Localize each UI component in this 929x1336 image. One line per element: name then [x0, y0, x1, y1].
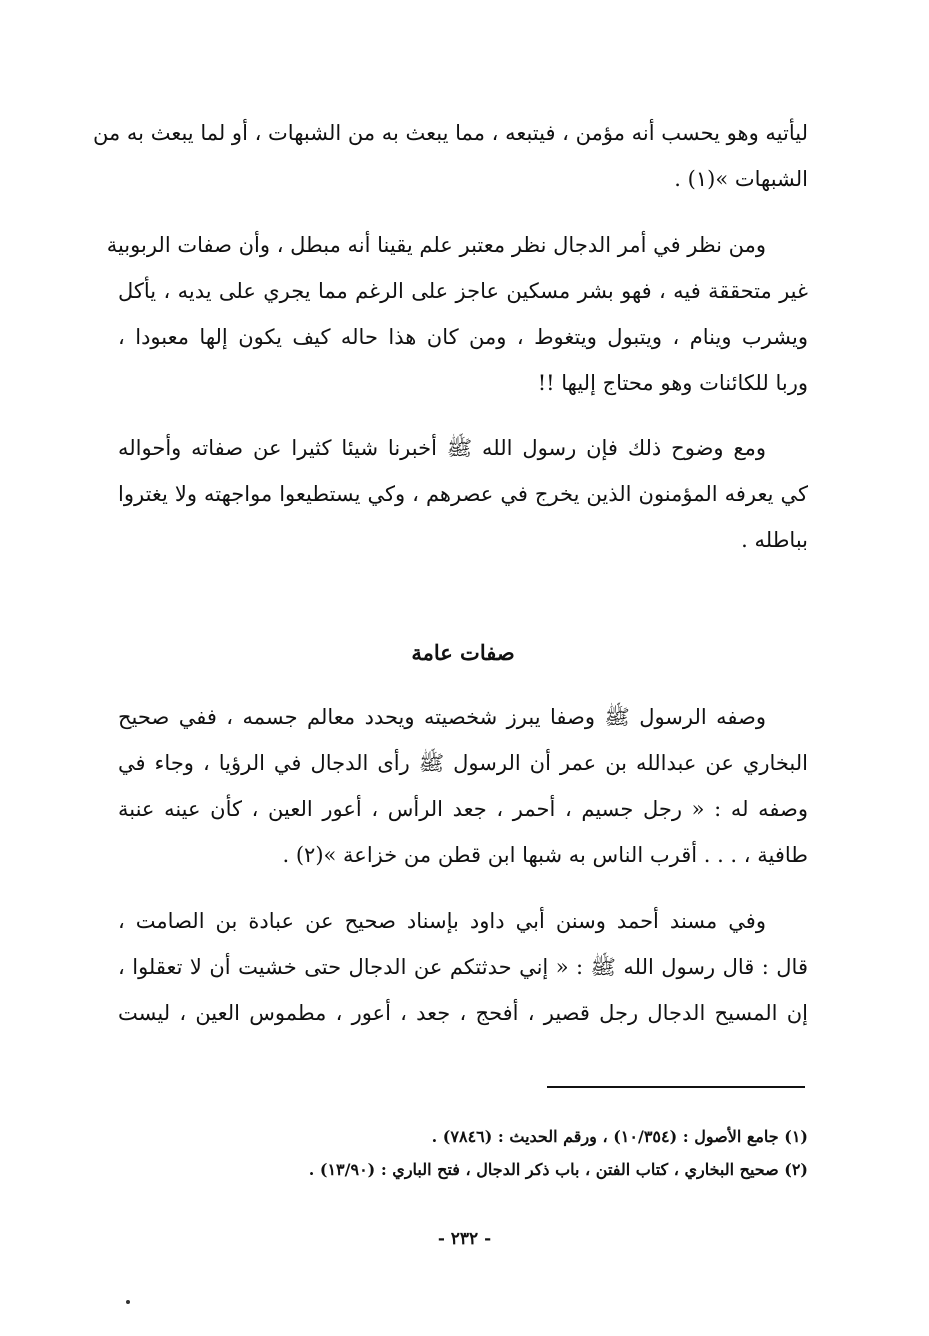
page-number: - ٢٣٢ -: [437, 1229, 492, 1249]
text-line: غير متحققة فيه ، فهو بشر مسكين عاجز على الرغم مما يجري على يديه ، يأكل: [118, 279, 808, 303]
text-line: الشبهات »(١) .: [674, 167, 808, 191]
text-line: وصفه الرسول ﷺ وصفا يبرز شخصيته ويحدد معالم جسمه ، ففي صحيح: [118, 705, 766, 729]
footnote-2: (٢) صحيح البخاري ، كتاب الفتن ، باب ذكر الدجال ، فتح الباري : (١٣/٩٠) .: [308, 1160, 808, 1179]
section-heading: صفات عامة: [411, 640, 515, 665]
text-line: ليأتيه وهو يحسب أنه مؤمن ، فيتبعه ، مما يبعث به من الشبهات ، أو لما يبعث به من: [93, 121, 808, 145]
text-line: ومن نظر في أمر الدجال نظر معتبر علم يقينا أنه مبطل ، وأن صفات الربوبية: [106, 233, 766, 257]
text-line: طافية ، . . . أقرب الناس به شبها ابن قطن من خزاعة »(٢) .: [282, 843, 808, 867]
paragraph-3: [118, 425, 808, 563]
text-line: إن المسيح الدجال رجل قصير ، أفحج ، جعد ، أعور ، مطموس العين ، ليست: [118, 1001, 808, 1025]
text-line: بباطله .: [741, 528, 808, 552]
paragraph-4: [118, 694, 808, 878]
text-line: وفي مسند أحمد وسنن أبي داود بإسناد صحيح عن عبادة بن الصامت ،: [118, 909, 766, 933]
scan-speck: [126, 1300, 130, 1304]
text-line: كي يعرفه المؤمنون الذين يخرج في عصرهم ، وكي يستطيعوا مواجهته ولا يغتروا: [118, 482, 808, 506]
paragraph-2: [106, 222, 808, 406]
footnote-1: (١) جامع الأصول : (١٠/٣٥٤) ، ورقم الحديث : (٧٨٤٦) .: [431, 1127, 808, 1146]
text-line: ومع وضوح ذلك فإن رسول الله ﷺ أخبرنا شيئا كثيرا عن صفاته وأحواله: [118, 436, 766, 460]
text-line: البخاري عن عبدالله بن عمر أن الرسول ﷺ رأى الدجال في الرؤيا ، وجاء في: [118, 751, 808, 775]
text-line: ويشرب وينام ، ويتبول ويتغوط ، ومن كان هذا حاله كيف يكون إلها معبودا ،: [118, 325, 808, 349]
text-line: وصفه له : « رجل جسيم ، أحمر ، جعد الرأس ، أعور العين ، كأن عينه عنبة: [118, 797, 808, 821]
footnotes: [200, 1120, 808, 1186]
text-line: قال : قال رسول الله ﷺ : « إني حدثتكم عن الدجال حتى خشيت أن لا تعقلوا ،: [118, 955, 808, 979]
text-line: وربا للكائنات وهو محتاج إليها !!: [537, 371, 808, 395]
footnote-separator: [547, 1086, 805, 1088]
paragraph-5: [118, 898, 808, 1036]
paragraph-1: [93, 110, 808, 202]
